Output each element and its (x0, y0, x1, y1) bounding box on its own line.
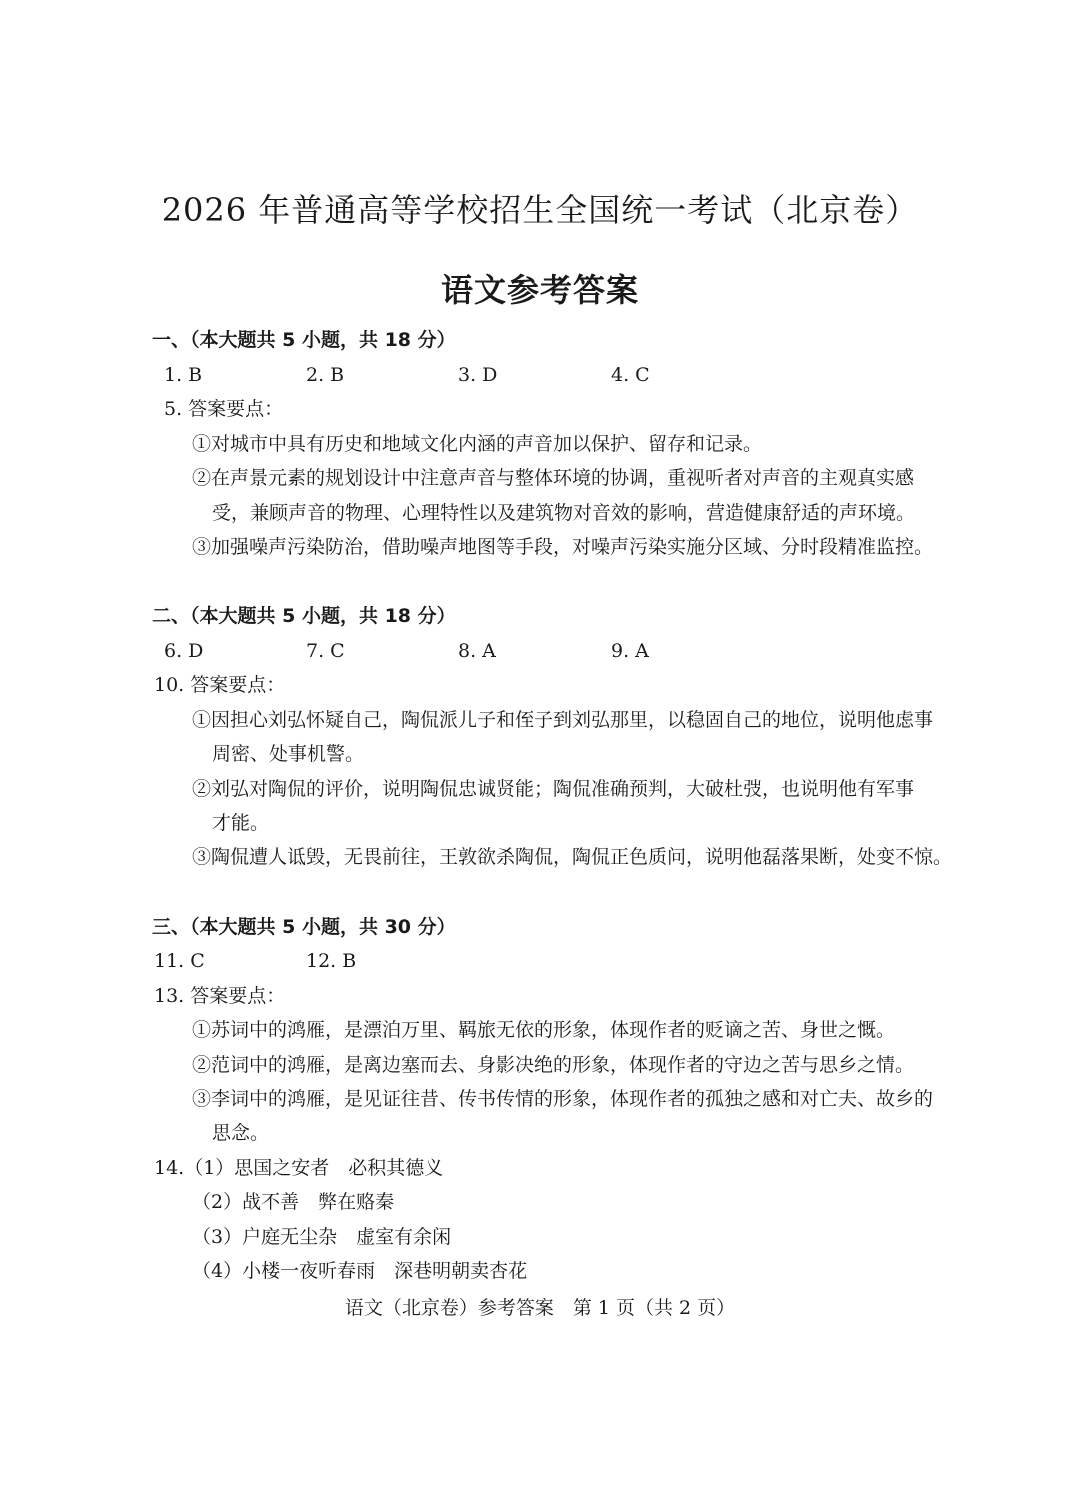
q13-point-3-cont: 思念。 (212, 1122, 270, 1144)
answer-q11: 11. C (154, 950, 205, 972)
q10-point-2: ②刘弘对陶侃的评价，说明陶侃忠诚贤能；陶侃准确预判，大破杜弢，也说明他有军事 (192, 778, 915, 800)
section-3-heading: 三、（本大题共 5 小题，共 30 分） (152, 916, 456, 938)
section-1-heading: 一、（本大题共 5 小题，共 18 分） (152, 329, 456, 351)
q13-point-3: ③李词中的鸿雁，是见证往昔、传书传情的形象，体现作者的孤独之感和对亡夫、故乡的 (192, 1088, 934, 1110)
answer-q3: 3. D (458, 364, 498, 386)
page-title: 2026 年普通高等学校招生全国统一考试（北京卷） (161, 191, 919, 229)
answer-q9: 9. A (611, 640, 649, 662)
q5-point-1: ①对城市中具有历史和地域文化内涵的声音加以保护、留存和记录。 (192, 433, 763, 455)
answer-q7: 7. C (306, 640, 345, 662)
q10-point-1-cont: 周密、处事机警。 (212, 743, 365, 765)
q5-point-2-cont: 受，兼顾声音的物理、心理特性以及建筑物对音效的影响，营造健康舒适的声环境。 (212, 502, 916, 524)
answer-q8: 8. A (458, 640, 496, 662)
answer-q2: 2. B (306, 364, 345, 386)
answer-q14-3: （3）户庭无尘杂 虚室有余闲 (192, 1226, 452, 1248)
q5-point-3: ③加强噪声污染防治，借助噪声地图等手段，对噪声污染实施分区域、分时段精准监控。 (192, 536, 934, 558)
answer-q14-4: （4）小楼一夜听春雨 深巷明朝卖杏花 (192, 1260, 528, 1282)
page-subtitle: 语文参考答案 (440, 271, 639, 309)
q10-point-1: ①因担心刘弘怀疑自己，陶侃派儿子和侄子到刘弘那里，以稳固自己的地位，说明他虑事 (192, 709, 934, 731)
q10-point-3: ③陶侃遭人诋毁，无畏前往，王敦欲杀陶侃，陶侃正色质问，说明他磊落果断，处变不惊。 (192, 846, 953, 868)
answer-q1: 1. B (164, 364, 203, 386)
q13-point-1: ①苏词中的鸿雁，是漂泊万里、羁旅无依的形象，体现作者的贬谪之苦、身世之慨。 (192, 1019, 896, 1041)
answer-q13-label: 13. 答案要点： (154, 985, 286, 1007)
q10-point-2-cont: 才能。 (212, 812, 270, 834)
q5-point-2: ②在声景元素的规划设计中注意声音与整体环境的协调，重视听者对声音的主观真实感 (192, 467, 915, 489)
answer-q12: 12. B (306, 950, 357, 972)
answer-q5-label: 5. 答案要点： (164, 398, 284, 420)
page-footer: 语文（北京卷）参考答案 第 1 页（共 2 页） (344, 1297, 736, 1319)
answer-q10-label: 10. 答案要点： (154, 674, 286, 696)
section-2-heading: 二、（本大题共 5 小题，共 18 分） (152, 605, 456, 627)
answer-q14-2: （2）战不善 弊在赂秦 (192, 1191, 395, 1213)
answer-q4: 4. C (611, 364, 650, 386)
answer-q6: 6. D (164, 640, 204, 662)
answer-q14-1: 14.（1）思国之安者 必积其德义 (154, 1157, 444, 1179)
q13-point-2: ②范词中的鸿雁，是离边塞而去、身影决绝的形象，体现作者的守边之苦与思乡之情。 (192, 1054, 915, 1076)
